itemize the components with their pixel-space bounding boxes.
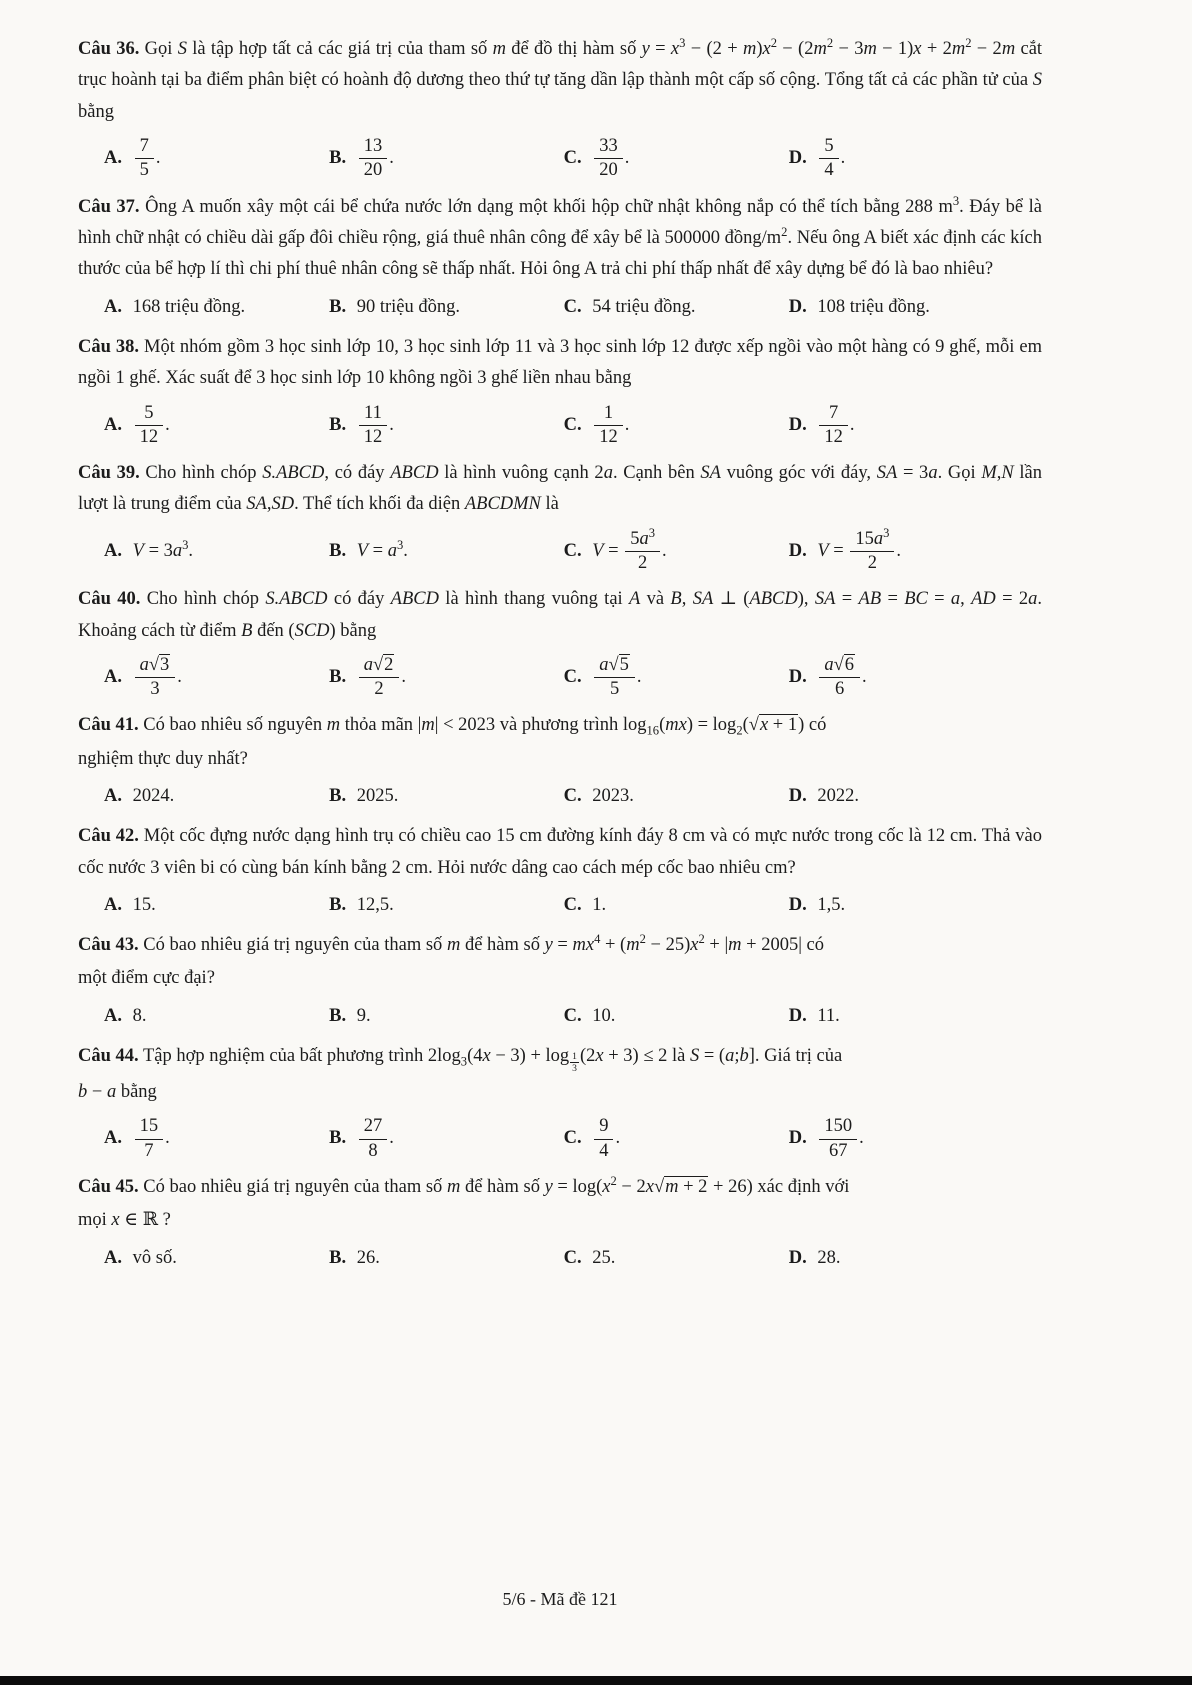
option-letter: B. [329, 1128, 347, 1149]
question-number: Câu 37. [78, 196, 140, 217]
question-number: Câu 40. [78, 589, 141, 610]
question [78, 1172, 1042, 1276]
answer-option: D. V = $\frac{15a^3}{2}$ . [788, 525, 902, 573]
options-row [78, 1113, 1042, 1164]
option-letter: B. [329, 148, 347, 169]
question-body [78, 458, 1042, 521]
question-number: Câu 42. [78, 826, 139, 847]
option-letter: A. [104, 540, 122, 561]
option-letter: C. [563, 1128, 582, 1149]
page-footer: 5/6 - Mã đề 121 [502, 1589, 618, 1610]
answer-option: C. 10. [563, 1006, 616, 1027]
answer-option: C. $\frac{33}{20}$ . [563, 136, 630, 181]
question-text: Có bao nhiêu giá trị nguyên của tham số m để hàm số $y = \log(x^2 - 2x√m + 2 + 26)$ xác định với [143, 1173, 850, 1197]
question [78, 710, 1042, 814]
question-body [78, 1041, 1042, 1075]
option-letter: D. [788, 540, 807, 561]
options-row [78, 1000, 1042, 1034]
question-number: Câu 45. [78, 1176, 139, 1197]
question-text: Có bao nhiêu giá trị nguyên của tham số m để hàm số $y = mx^4 + (m^2 - 25)x^2 + |m + 2005|$ có [143, 931, 825, 955]
question-body [78, 1172, 1042, 1203]
option-letter: A. [104, 895, 122, 916]
question-body-extra: nghiệm thực duy nhất? [78, 748, 248, 769]
answer-option: B. 9. [329, 1006, 371, 1027]
question-body [78, 584, 1042, 647]
option-letter: D. [788, 895, 807, 916]
option-letter: A. [104, 414, 122, 435]
answer-option: D. $\frac{150}{67}$ . [788, 1116, 864, 1161]
question-number: Câu 38. [78, 336, 140, 357]
option-letter: D. [788, 666, 807, 687]
option-letter: A. [104, 148, 122, 169]
question-text: Một nhóm gồm 3 học sinh lớp 10, 3 học sinh lớp 11 và 3 học sinh lớp 12 được xếp ngồi vào một hàng có 9 ghế, mỗi em ngồi 1 ghế. Xác suất để 3 học sinh lớp 10 không ngồi 3 ghế liền nhau bằng [78, 336, 1042, 389]
answer-option: D. 28. [788, 1247, 841, 1268]
answer-option: A. 15. [104, 895, 156, 916]
question [78, 930, 1042, 1034]
option-letter: D. [788, 1247, 807, 1268]
answer-option: A. $V = 3a^3$. [104, 537, 194, 561]
answer-option: D. 1,5. [788, 895, 846, 916]
question [78, 332, 1042, 451]
question-text: Cho hình chóp S.ABCD có đáy ABCD là hình thang vuông tại A và B, SA ⊥ (ABCD), SA = AB = BC = a, AD = 2a. Khoảng cách từ điểm B đến (SCD) bằng [78, 589, 1042, 641]
option-letter: C. [563, 1006, 582, 1027]
answer-option: C. 2023. [563, 786, 634, 807]
option-letter: D. [788, 786, 807, 807]
option-letter: B. [329, 1006, 347, 1027]
question-body [78, 930, 1042, 961]
options-row [78, 291, 1042, 325]
option-letter: D. [788, 414, 807, 435]
question-body [78, 332, 1042, 395]
answer-option: D. $\frac{5}{4}$ . [788, 136, 846, 181]
question-text: Một cốc đựng nước dạng hình trụ có chiều cao 15 cm đường kính đáy 8 cm và có mực nước trong cốc là 12 cm. Thả vào cốc nước 3 viên bi có cùng bán kính bằng 2 cm. Hỏi nước dâng cao cách mép cốc bao nhiêu cm? [78, 826, 1043, 878]
option-letter: A. [104, 1247, 122, 1268]
answer-option: B. $\frac{a√2}{2}$ . [329, 655, 406, 700]
option-letter: B. [329, 895, 347, 916]
answer-option: B. 2025. [329, 786, 399, 807]
answer-option: B. 26. [329, 1247, 380, 1268]
question-body-extra: một điểm cực đại? [78, 968, 215, 989]
option-letter: B. [329, 540, 347, 561]
options-row [78, 400, 1042, 451]
answer-option: C. 1. [563, 895, 607, 916]
option-letter: B. [329, 786, 347, 807]
option-letter: C. [563, 1247, 582, 1268]
options-row [78, 526, 1042, 577]
option-letter: B. [329, 297, 347, 318]
option-letter: C. [563, 148, 582, 169]
question-body [78, 821, 1042, 884]
question-number: Câu 39. [78, 463, 140, 483]
answer-option: D. 11. [788, 1006, 840, 1027]
question [78, 458, 1042, 577]
answer-option: A. 2024. [104, 786, 175, 807]
question [78, 192, 1042, 325]
answer-option: B. $\frac{13}{20}$ . [329, 136, 394, 181]
option-letter: D. [788, 1006, 807, 1027]
answer-option: D. 2022. [788, 786, 859, 807]
answer-option: B. 12,5. [329, 895, 394, 916]
answer-option: C. $\frac{a√5}{5}$ . [563, 655, 642, 700]
answer-option: A. vô số. [104, 1247, 177, 1268]
answer-option: B. $\frac{27}{8}$ . [329, 1116, 394, 1161]
answer-option: D. $\frac{a√6}{6}$ . [788, 655, 867, 700]
question-body-extra: b − a bằng [78, 1082, 157, 1102]
option-letter: A. [104, 666, 122, 687]
answer-option: C. V = $\frac{5a^3}{2}$ . [563, 525, 667, 573]
option-letter: D. [788, 1128, 807, 1149]
option-letter: D. [788, 297, 807, 318]
option-letter: C. [563, 540, 582, 561]
answer-option: D. 108 triệu đồng. [788, 297, 930, 318]
question [78, 821, 1042, 923]
option-letter: D. [788, 148, 807, 169]
options-row [78, 652, 1042, 703]
answer-option: A. $\frac{5}{12}$ . [104, 402, 170, 447]
answer-option: C. $\frac{9}{4}$ . [563, 1116, 621, 1161]
question-text: Tập hợp nghiệm của bất phương trình $2\log_3(4x - 3) + \log$ $\frac{1}{3}$ (2x + 3) ≤ 2 là S = (a;b]. Giá trị của [142, 1045, 843, 1075]
question-body [78, 34, 1042, 128]
option-letter: A. [104, 1128, 122, 1149]
question-body [78, 710, 1042, 741]
question-text: Cho hình chóp S.ABCD, có đáy ABCD là hình vuông cạnh 2a. Cạnh bên SA vuông góc với đáy, SA = 3a. Gọi M,N lần lượt là trung điểm của SA,SD. Thể tích khối đa diện ABCDMN là [78, 463, 1043, 515]
answer-option: C. 54 triệu đồng. [563, 297, 696, 318]
question-body-extra: mọi x ∈ ℝ ? [78, 1210, 171, 1231]
option-letter: B. [329, 666, 347, 687]
question [78, 34, 1042, 185]
answer-option: A. $\frac{7}{5}$ . [104, 136, 161, 181]
question-body [78, 192, 1042, 286]
question-number: Câu 41. [78, 715, 139, 736]
question-list [78, 34, 1042, 1276]
option-letter: B. [329, 414, 347, 435]
answer-option: B. $V = a^3$. [329, 537, 408, 561]
option-letter: B. [329, 1247, 347, 1268]
question-number: Câu 43. [78, 935, 139, 955]
answer-option: B. $\frac{11}{12}$ . [329, 402, 394, 447]
option-letter: A. [104, 786, 122, 807]
scan-bottom-bar [0, 1676, 1192, 1685]
option-letter: C. [563, 414, 582, 435]
option-letter: C. [563, 786, 582, 807]
options-row [78, 1242, 1042, 1276]
answer-option: C. $\frac{1}{12}$ . [563, 402, 630, 447]
answer-option: A. $\frac{a√3}{3}$ . [104, 655, 182, 700]
options-row [78, 780, 1042, 814]
option-letter: C. [563, 666, 582, 687]
answer-option: D. $\frac{7}{12}$ . [788, 402, 855, 447]
question-text: Có bao nhiêu số nguyên m thỏa mãn |m| < 2023 và phương trình $\log_{16}(mx) = \log_2(√x + 1)$ có [143, 715, 827, 738]
option-letter: A. [104, 1006, 122, 1027]
answer-option: A. 168 triệu đồng. [104, 297, 246, 318]
question [78, 1041, 1042, 1165]
options-row [78, 889, 1042, 923]
answer-option: C. 25. [563, 1247, 616, 1268]
answer-option: A. 8. [104, 1006, 147, 1027]
option-letter: C. [563, 895, 582, 916]
answer-option: A. $\frac{15}{7}$ . [104, 1116, 170, 1161]
question-text: Gọi S là tập hợp tất cả các giá trị của tham số m để đồ thị hàm số $y = x^3 - (2 + m)x^2 - (2m^2 - 3m - 1)x + 2m^2 - 2m$ cắt trục hoành tại ba điểm phân biệt có hoành độ dương theo thứ tự tăng dần lập thành một cấp số cộng. Tổng tất cả các phần tử của S bằng [78, 35, 1043, 122]
answer-option: B. 90 triệu đồng. [329, 297, 460, 318]
question [78, 584, 1042, 703]
option-letter: C. [563, 297, 582, 318]
question-text: Ông A muốn xây một cái bể chứa nước lớn dạng một khối hộp chữ nhật không nắp có thể tích bằng 288 $m^3$. Đáy bể là hình chữ nhật có chiều dài gấp đôi chiều rộng, giá thuê nhân công để xây bể là 500000 đồng/$m^2$. Nếu ông A biết xác định các kích thước của bể hợp lí thì chi phí thuê nhân công sẽ thấp nhất. Hỏi ông A trả chi phí thấp nhất để xây dựng bể đó là bao nhiêu? [78, 193, 1043, 280]
options-row [78, 133, 1042, 184]
question-number: Câu 36. [78, 39, 140, 59]
question-number: Câu 44. [78, 1045, 139, 1066]
option-letter: A. [104, 297, 122, 318]
